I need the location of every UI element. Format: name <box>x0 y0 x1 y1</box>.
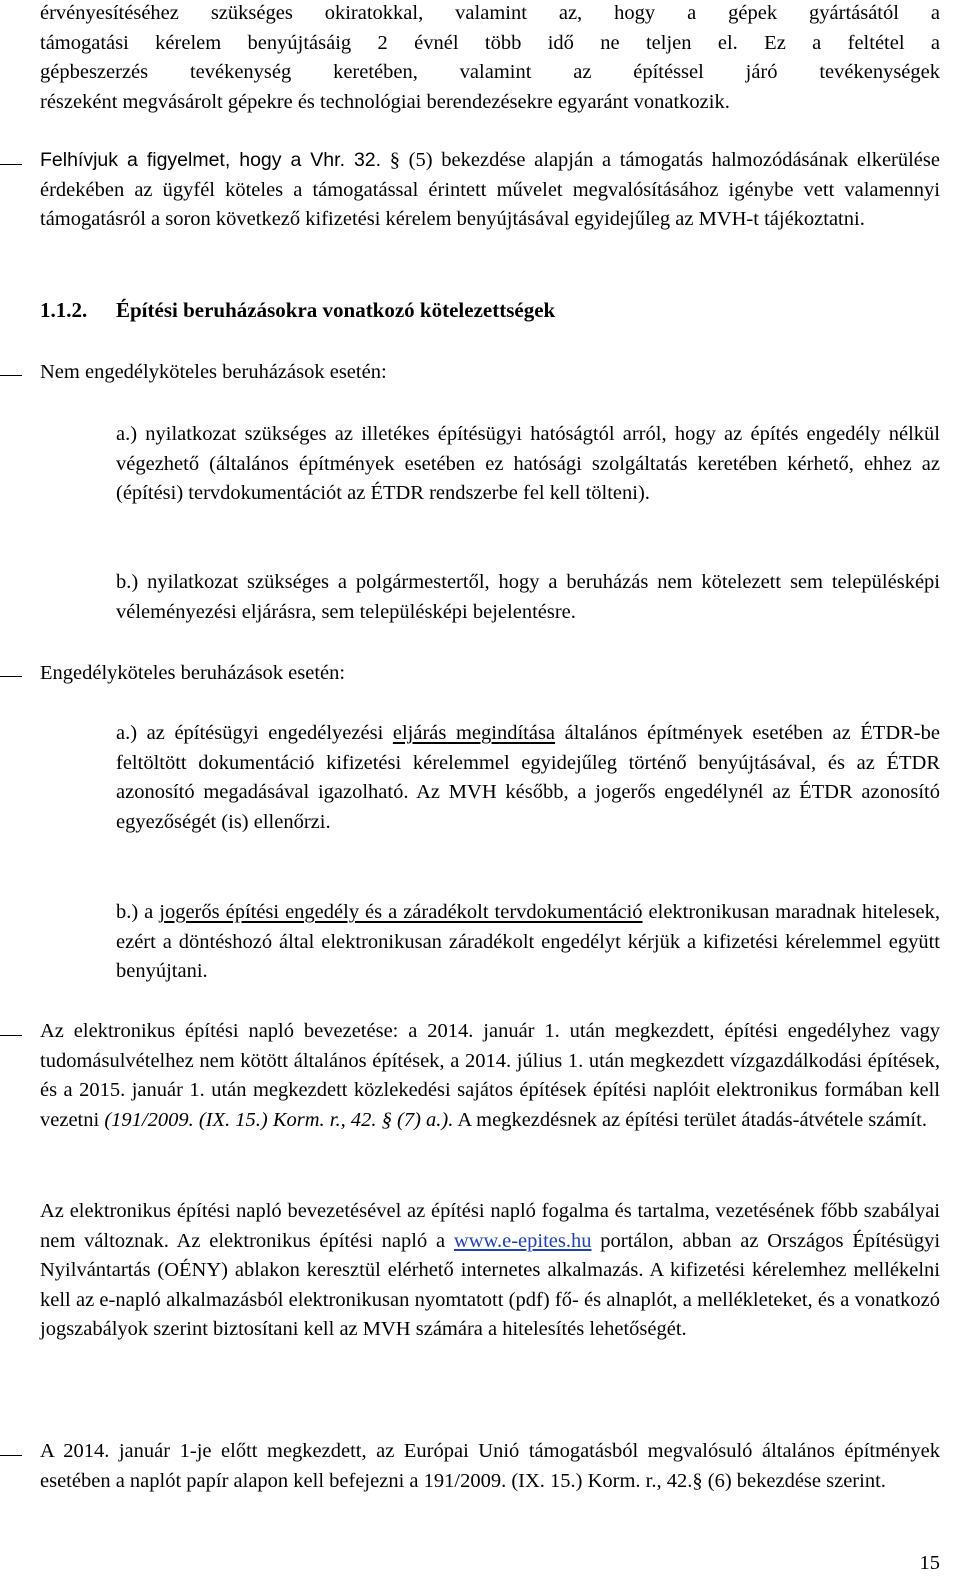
page-number: 15 <box>919 1552 940 1574</box>
permit-label: Engedélyköteles beruházások esetén: <box>40 662 346 684</box>
section-number: 1.1.2. <box>40 298 88 322</box>
nonpermit-label: Nem engedélyköteles beruházások esetén: <box>40 361 387 383</box>
dash-marker <box>0 164 22 165</box>
nonpermit-item-a: a.) nyilatkozat szükséges az illetékes építésügyi hatóságtól arról, hogy az építés engedély nélkül végezhető (általános építmények esetében ez hatósági szolgáltatás keretében kérhető, ehhez az (építési) tervdokumentációt az ÉTDR rendszerbe fel kell tölteni). <box>116 423 940 505</box>
permit-item-a <box>116 719 940 837</box>
dash-marker <box>0 676 22 677</box>
notice-text <box>40 146 940 235</box>
paper-text: A 2014. január 1-je előtt megkezdett, az Európai Unió támogatásból megvalósuló általános építmények esetében a naplót papír alapon kell befejezni a 191/2009. (IX. 15.) Korm. r., 42.§ (6) bekezdése szerint. <box>40 1440 940 1492</box>
intro-paragraph <box>40 0 940 117</box>
permit-b-underlined: jogerős építési engedély és a záradékolt tervdokumentáció <box>159 901 643 923</box>
notice-lead: Felhívjuk a figyelmet, hogy a Vhr. 32. <box>40 149 382 171</box>
dash-marker <box>0 1455 22 1456</box>
permit-a-pre: a.) az építésügyi engedélyezési <box>116 722 393 744</box>
permit-item-b <box>116 898 940 987</box>
intro-line: érvényesítéséhez szükséges okiratokkal, valamint az, hogy a gépek gyártásától a <box>40 2 940 24</box>
enaplo-p2-pre: Az elektronikus építési napló bevezetésével az építési napló fogalma és tartalma, vezetésének főbb szabályai nem változnak. Az elektronikus építési napló a <box>40 1200 940 1252</box>
e-epites-link[interactable]: www.e-epites.hu <box>453 1229 592 1252</box>
enaplo-p1-post: A megkezdésnek az építési terület átadás-átvétele számít. <box>453 1108 927 1131</box>
intro-line: gépbeszerzés tevékenység keretében, valamint az építéssel járó tevékenységek <box>40 61 940 84</box>
enaplo-paragraph-2 <box>40 1197 940 1345</box>
notice-rest: § (5) bekezdése alapján a támogatás halmozódásának elkerülése érdekében az ügyfél köteles a támogatással érintett művelet megvalósításához igénybe vett valamennyi támogatásról a soron következő kifizetési kérelem benyújtásával egyidejűleg az MVH-t tájékoztatni. <box>40 149 940 231</box>
dash-marker <box>0 375 22 376</box>
enaplo-p1-pre: Az elektronikus építési napló bevezetése: a 2014. január 1. után megkezdett, építési engedélyhez vagy tudomásulvételhez nem kötött általános építések, a 2014. július 1. után megkezdett vízgazdálkodási építések, és a 2015. január 1. után megkezdett közlekedési sajátos építések építési naplóit elektronikus formában kell vezetni <box>40 1020 940 1131</box>
nonpermit-item-b: b.) nyilatkozat szükséges a polgármestertől, hogy a beruházás nem kötelezett sem településképi véleményezési eljárásra, sem településképi bejelentésre. <box>116 571 940 623</box>
intro-line: támogatási kérelem benyújtásáig 2 évnél több idő ne teljen el. Ez a feltétel a <box>40 31 940 54</box>
dash-marker <box>0 1035 22 1036</box>
permit-a-post: általános építmények esetében az ÉTDR-be feltöltött dokumentáció kifizetési kérelemmel egyidejűleg történő benyújtásával, és az ÉTDR azonosító megadásával igazolható. Az MVH később, a jogerős engedélynél az ÉTDR azonosító egyezőségét (is) ellenőrzi. <box>116 722 940 833</box>
section-heading <box>40 298 555 323</box>
enaplo-paragraph-1 <box>40 1017 940 1135</box>
intro-line: részeként megvásárolt gépekre és technológiai berendezésekre egyaránt vonatkozik. <box>40 90 730 113</box>
permit-a-underlined: eljárás megindítása <box>392 722 556 744</box>
permit-b-pre: b.) a <box>116 901 160 923</box>
section-title: Építési beruházásokra vonatkozó kötelezettségek <box>116 298 556 322</box>
enaplo-p2-post: portálon, abban az Országos Építésügyi Nyilvántartás (OÉNY) ablakon keresztül elérhető internetes alkalmazás. A kifizetési kérelemhez mellékelni kell az e-napló alkalmazásból elektronikusan nyomtatott (pdf) fő- és alnaplót, a mellékleteket, és a vonatkozó jogszabályok szerint biztosítani kell az MVH számára a hitelesítés lehetőségét. <box>40 1229 941 1341</box>
enaplo-p1-citation: (191/2009. (IX. 15.) Korm. r., 42. § (7) a.). <box>104 1108 454 1131</box>
permit-b-post: elektronikusan maradnak hitelesek, ezért a döntéshozó által elektronikusan záradékolt engedélyt kérjük a kifizetési kérelemmel együtt benyújtani. <box>116 901 940 983</box>
